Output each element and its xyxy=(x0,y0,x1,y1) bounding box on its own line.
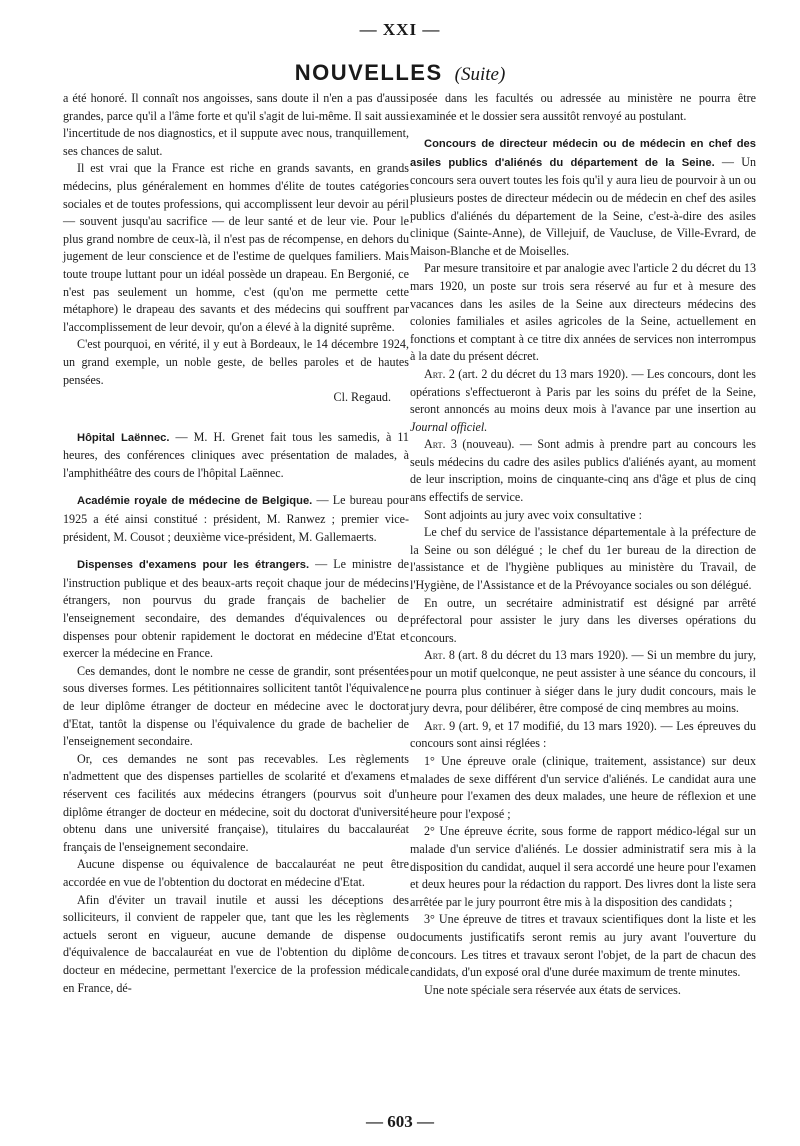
news-text: — Un concours sera ouvert toutes les fois qu'il y aura lieu de pourvoir à un ou plusieurs postes de directeur médecin ou de médecin en chef des asiles publics d'aliénés du département de la Seine, c'est-à-dire des asiles clinique (Sainte-Anne), de Villejuif, de Vaucluse, de Ville-Evrard, de Maison-Blanche et de Moiselles. xyxy=(410,154,756,258)
journal-officiel: Journal officiel. xyxy=(410,419,488,434)
left-column xyxy=(63,90,409,997)
paragraph: Il est vrai que la France est riche en grands savants, en grands médecins, plus généralement en hommes d'élite de toutes catégories sociales et de toutes professions, qui accomplissent leur devoir au péril — souvent jusqu'au sacrifice — de leur santé et de leur vie. Pour le plus grand nombre de ceux-là, il n'est pas de récompense, en dehors du jugement de leur conscience et de l'estime de quelques familiers. Mais toute troupe luttant pour un idéal possède un drapeau. En Bergonié, ce n'est pas seulement un homme, c'est (qu'on me permette cette métaphore) le drapeau des savants et des médecins qui souffrent par l'accomplissement de leur devoir, qu'on a élevé à la dignité suprême. xyxy=(63,161,409,334)
news-heading: Concours de directeur médecin ou de médecin en chef des asiles publics d'aliénés du département de la Seine. xyxy=(410,138,756,169)
article-text: (art. 9, et 17 modifié, du 13 mars 1920). — Les épreuves du concours sont ainsi réglées : xyxy=(410,718,757,751)
paragraph: Une note spéciale sera réservée aux états de services. xyxy=(424,982,681,997)
news-heading: Hôpital Laënnec. xyxy=(77,431,170,444)
paragraph: 1° Une épreuve orale (clinique, traitement, assistance) sur deux malades de sexe différent d'un service d'aliénés. Le candidat aura une heure pour l'examen des deux malades, une heure de réflexion et une heure pour l'exposé ; xyxy=(410,753,756,821)
paragraph: a été honoré. Il connaît nos angoisses, sans doute il n'en a pas d'aussi grandes, parce qu'il a l'âme forte et qu'il s'agit de lui-même. Il sait aussi l'incertitude de nos diagnostics, et il suppute avec nous, tranquillement, ses chances de salut. xyxy=(63,91,409,158)
paragraph: C'est pourquoi, en vérité, il y eut à Bordeaux, le 14 décembre 1924, un grand exemple, un noble geste, de belles paroles et de hautes pensées. xyxy=(63,337,409,387)
article-label: Art. 3 xyxy=(424,437,457,452)
section-title-suite: (Suite) xyxy=(454,64,506,85)
section-title: NOUVELLES xyxy=(294,60,443,85)
news-heading: Dispenses d'examens pour les étrangers. xyxy=(77,559,310,572)
section-header xyxy=(0,60,800,86)
news-item-hopital-laennec xyxy=(63,429,409,483)
article-3 xyxy=(410,436,756,506)
article-label: Art. 9 xyxy=(424,718,456,733)
paragraph: 2° Une épreuve écrite, sous forme de rapport médico-légal sur un malade d'un service d'aliénés. Le dossier administratif sera mis à la disposition du candidat, auquel il sera accordé une heure pour l'examen et deux heures pour la rédaction du rapport. Des livres dont la liste sera arrêtée par le jury pourront être mis à la disposition des candidats ; xyxy=(410,824,756,909)
paragraph: Aucune dispense ou équivalence de baccalauréat ne peut être accordée en vue de l'obtention du doctorat en médecine d'Etat. xyxy=(63,857,409,889)
article-text: (nouveau). — Sont admis à prendre part au concours les seuls médecins du cadre des asiles publics d'aliénés ayant, au moment de leur inscription, moins de cinquante-cinq ans d'âge et plus de cinq ans effectifs de service. xyxy=(410,437,756,505)
news-item-dispenses xyxy=(63,556,409,663)
signature: Cl. Regaud. xyxy=(333,390,391,405)
article-text: (art. 8 du décret du 13 mars 1920). — Si un membre du jury, pour un motif quelconque, ne peut assister à une séance du concours, il ne pourra plus continuer à siéger dans le jury dudit concours, mais le jury devra, pour délibérer, être composé de cinq membres au moins. xyxy=(410,648,756,716)
paragraph: Sont adjoints au jury avec voix consultative : xyxy=(424,507,642,522)
paragraph: Ces demandes, dont le nombre ne cesse de grandir, sont présentées sous diverses formes. Les pétitionnaires sollicitent tantôt l'équivalence de leur diplôme étranger de docteur en médecine avec le doctorat d'Etat, tantôt la dispense ou l'équivalence du grade de bachelier de l'enseignement secondaire. xyxy=(63,663,409,749)
paragraph: En outre, un secrétaire administratif est désigné par arrêté préfectoral pour assister le jury dans les diverses opérations du concours. xyxy=(410,595,756,645)
right-column xyxy=(410,90,756,999)
paragraph: Or, ces demandes ne sont pas recevables. Les règlements n'admettent que des dispenses partielles de scolarité et d'examens et réservent ces facilités aux médecins étrangers (pourvus soit d'un diplôme étranger de docteur en médecine, soit du doctorat d'université obtenu dans une université française), titulaires du baccalauréat français de l'enseignement secondaire. xyxy=(63,751,409,854)
news-item-academie-belgique xyxy=(63,492,409,546)
paragraph: posée dans les facultés ou adressée au ministère ne pourra être examinée et le dossier sera aussitôt renvoyé au postulant. xyxy=(410,91,756,123)
news-text: — M. H. Grenet fait tous les samedis, à 11 heures, des conférences cliniques avec présentation de malades, à l'amphithéâtre des cours de l'hôpital Laënnec. xyxy=(63,429,409,480)
paragraph: 3° Une épreuve de titres et travaux scientifiques dont la liste et les documents justificatifs seront remis au jury avant l'ouverture du concours. Les titres et travaux seront l'objet, de la part de chacun des candidats, d'un exposé oral d'une durée maximum de trente minutes. xyxy=(410,912,756,980)
page-roman-number: — XXI — xyxy=(359,20,441,39)
paragraph: Afin d'éviter un travail inutile et aussi les déceptions des solliciteurs, il convient de rappeler que, tant que les les règlements actuels seront en vigueur, aucune demande de dispense ou d'équivalence de baccalauréat en vue de l'obtention du diplôme de docteur en médecine, permettant l'exercice de la profession médicale en France, dé- xyxy=(63,892,409,995)
news-text: — Le ministre de l'instruction publique et des beaux-arts reçoit chaque jour de médecins étrangers, non pourvus du grade français de bachelier de l'enseignement secondaire, des demandes d'équivalences ou de dispenses pour obtenir rapidement le doctorat en médecine d'Etat et exercer la médecine en France. xyxy=(63,557,409,661)
article-label: Art. 2 xyxy=(424,366,455,381)
news-heading: Académie royale de médecine de Belgique. xyxy=(77,495,313,508)
article-8 xyxy=(410,647,756,717)
page-number: — 603 — xyxy=(366,1112,434,1131)
article-label: Art. 8 xyxy=(424,648,455,663)
article-9 xyxy=(410,718,756,753)
paragraph: Par mesure transitoire et par analogie avec l'article 2 du décret du 13 mars 1920, un poste sur trois sera réservé au fur et à mesure des vacances dans les asiles de la Seine aux directeurs médecins des colonies familiales et asiles agricoles de la Seine, actuellement en fonctions et comptant à ce titre dix années de services non interrompus à la date du présent décret. xyxy=(410,261,756,364)
article-text: (art. 2 du décret du 13 mars 1920). — Les concours, dont les opérations s'effectueront à Paris par les soins du préfet de la Seine, seront annoncés au moins deux mois à l'avance par une insertion au xyxy=(410,366,756,417)
paragraph: Le chef du service de l'assistance départementale à la préfecture de la Seine ou son délégué ; le chef du 1er bureau de la direction de l'assistance et de l'hygiène publiques au ministère du Travail, de l'Hygiène, de l'Assistance et de la Prévoyance sociales ou son délégué. xyxy=(410,525,756,593)
news-text: — Le bureau pour 1925 a été ainsi constitué : président, M. Ranwez ; premier vice-président, M. Cousot ; deuxième vice-président, M. Gallemaerts. xyxy=(63,493,409,544)
article-2 xyxy=(410,366,756,436)
news-item-concours-asiles xyxy=(410,135,756,260)
